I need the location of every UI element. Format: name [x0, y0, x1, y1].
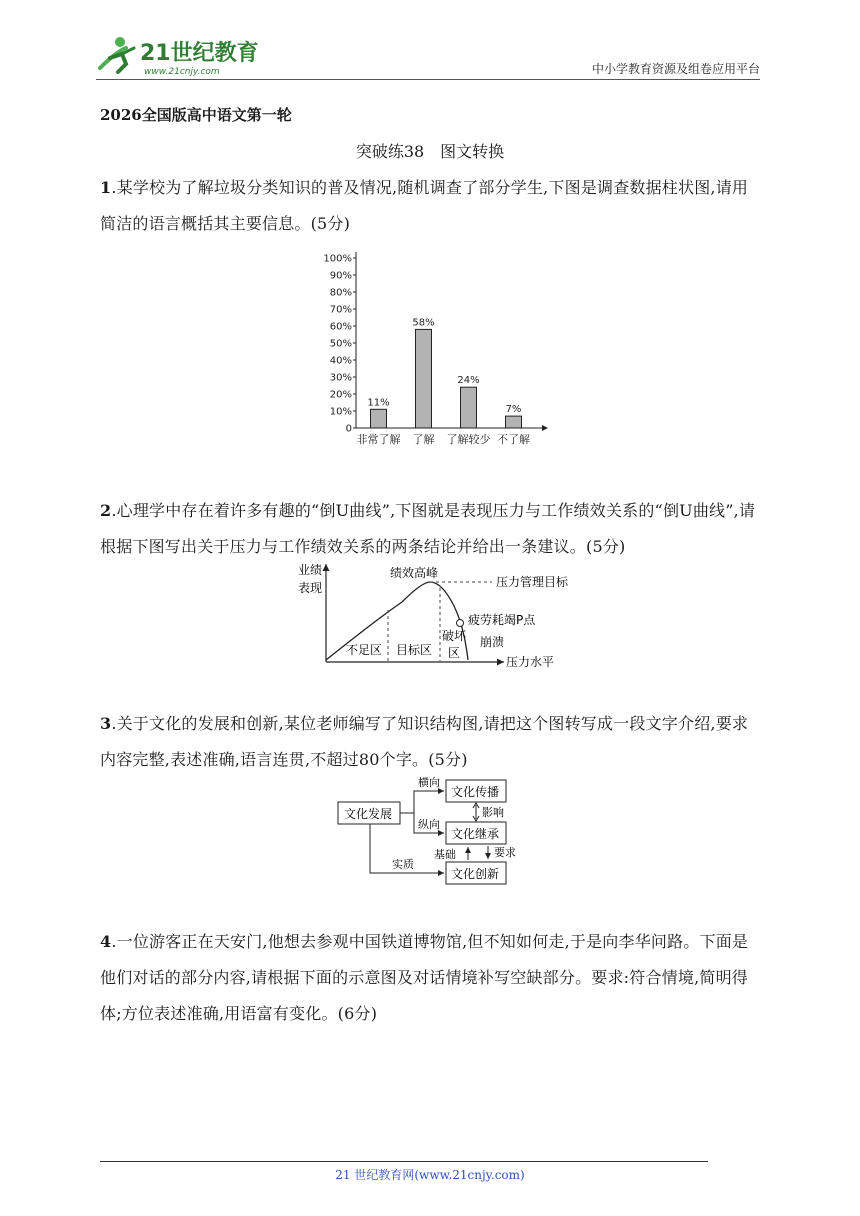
bar-value-label: 7% — [505, 404, 522, 416]
question-4 — [100, 924, 764, 1032]
bar — [506, 416, 522, 428]
question-text: .关于文化的发展和创新,某位老师编写了知识结构图,请把这个图转写成一段文字介绍,要求内容完整,表述准确,语言连贯,不超过80个字。(5分) — [100, 714, 749, 769]
question-number: 4 — [100, 932, 112, 951]
innovate-label: 文化创新 — [451, 867, 500, 881]
y-tick-label: 10% — [329, 406, 352, 418]
header-divider — [96, 79, 760, 80]
requirement-label: 要求 — [494, 846, 516, 859]
peak-label: 绩效高峰 — [390, 566, 439, 580]
y-tick-label: 70% — [329, 304, 352, 316]
y-tick-label: 90% — [329, 270, 352, 282]
p-point-label: 疲劳耗竭P点 — [468, 613, 536, 627]
horizontal-label: 横向 — [418, 776, 440, 789]
y-tick-label: 40% — [329, 355, 352, 367]
bar — [371, 409, 387, 428]
logo-title: 21世纪教育 — [140, 41, 259, 66]
question-text: .一位游客正在天安门,他想去参观中国铁道博物馆,但不知如何走,于是向李华问路。下面是他们对话的部分内容,请根据下面的示意图及对话情境补写空缺部分。要求:符合情境,简明得体;方位表述准确,用语富有变化。(6分) — [100, 932, 749, 1023]
footer-text: 21 世纪教育网(www.21cnjy.com) — [335, 1168, 525, 1182]
y-tick-label: 80% — [329, 287, 352, 299]
basis-label: 基础 — [434, 848, 456, 861]
essence-label: 实质 — [392, 858, 414, 871]
zone-break-label-2: 区 — [448, 646, 461, 660]
x-category-label: 了解较少 — [446, 433, 491, 446]
x-category-label: 非常了解 — [356, 433, 401, 446]
horizontal-arrow — [400, 791, 444, 813]
root-label: 文化发展 — [344, 807, 393, 821]
x-category-label: 不了解 — [497, 433, 530, 446]
bar — [416, 329, 432, 428]
bar — [461, 387, 477, 428]
influence-label: 影响 — [482, 806, 504, 819]
x-axis-arrow — [542, 425, 548, 431]
y-tick-label: 50% — [329, 338, 352, 350]
collapse-label: 崩溃 — [480, 635, 505, 649]
logo-url: www.21cnjy.com — [144, 67, 220, 77]
y-tick-label: 20% — [329, 389, 352, 401]
spread-label: 文化传播 — [451, 785, 500, 799]
question-1 — [100, 170, 764, 242]
header-platform-text: 中小学教育资源及组卷应用平台 — [591, 62, 760, 76]
zone-break-label-1: 破坏 — [442, 629, 467, 643]
x-axis-label: 压力水平 — [506, 655, 555, 669]
question-number: 1 — [100, 178, 112, 197]
target-label: 压力管理目标 — [496, 575, 569, 589]
bar-value-label: 11% — [367, 397, 390, 409]
vertical-label: 纵向 — [418, 818, 440, 831]
question-2 — [100, 493, 764, 565]
inherit-label: 文化继承 — [451, 827, 500, 841]
site-logo — [96, 34, 266, 78]
question-text: .某学校为了解垃圾分类知识的普及情况,随机调查了部分学生,下图是调查数据柱状图,请用简洁的语言概括其主要信息。(5分) — [100, 178, 749, 233]
footer-divider — [100, 1161, 708, 1162]
culture-structure-diagram — [330, 774, 530, 890]
inverted-u-curve-diagram — [290, 560, 570, 672]
zone-target-label: 目标区 — [396, 643, 433, 657]
question-text: .心理学中存在着许多有趣的“倒U曲线”,下图就是表现压力与工作绩效关系的“倒U曲线”,请根据下图写出关于压力与工作绩效关系的两条结论并给出一条建议。(5分) — [100, 501, 756, 556]
y-tick-label: 100% — [323, 253, 352, 265]
document-title: 2026全国版高中语文第一轮 — [100, 106, 292, 124]
p-point-marker — [457, 620, 464, 627]
zone-low-label: 不足区 — [346, 643, 383, 657]
section-title: 突破练38 图文转换 — [355, 142, 505, 161]
bar-value-label: 24% — [457, 375, 480, 387]
y-tick-label: 60% — [329, 321, 352, 333]
y-axis-label-line1: 业绩 — [298, 563, 323, 577]
bar-chart — [318, 248, 548, 450]
question-number: 3 — [100, 714, 112, 733]
question-3 — [100, 706, 764, 778]
bar-value-label: 58% — [412, 317, 435, 329]
x-category-label: 了解 — [412, 433, 435, 446]
y-tick-label: 30% — [329, 372, 352, 384]
y-axis-label-line2: 表现 — [298, 581, 323, 595]
logo-graphic — [96, 34, 266, 78]
question-number: 2 — [100, 501, 112, 520]
y-tick-label: 0 — [345, 423, 352, 435]
